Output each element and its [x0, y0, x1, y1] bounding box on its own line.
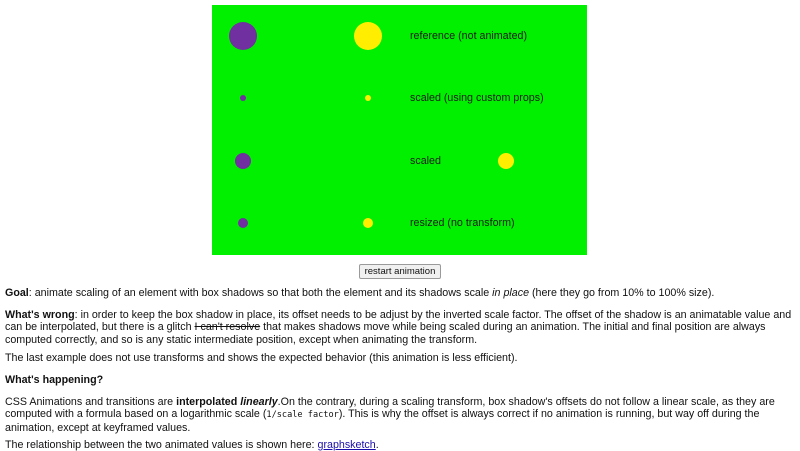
last-example-paragraph	[5, 352, 795, 364]
goal-italic: in place	[492, 287, 530, 299]
happening-text: CSS Animations and transitions are	[5, 396, 177, 408]
bold-interpolated: interpolated	[176, 396, 241, 408]
whats-happening-paragraph	[5, 396, 795, 434]
restart-animation-button[interactable]: restart animation	[359, 264, 442, 279]
bold-italic-linearly: linearly	[240, 396, 278, 408]
goal-text: : animate scaling of an element with box shadows so that both the element and its shadows scale	[28, 287, 493, 299]
goal-label: Goal	[5, 287, 29, 299]
graphsketch-link[interactable]: graphsketch	[317, 439, 376, 451]
whats-wrong-text: : in order to keep the box shadow in place, its offset needs to be adjust by the inverted scale factor. The offset of the shadow is an animatable value and can be interpolated, but there is a glitch	[5, 309, 792, 334]
goal-paragraph	[5, 287, 795, 299]
whats-wrong-paragraph	[5, 309, 795, 346]
whats-wrong-text-end: that makes shadows move while being scaled during an animation. The initial and final position are always computed correctly, and so is any static intermediate position, except when animating the transform.	[5, 321, 766, 346]
button-container	[0, 264, 800, 279]
purple-circle-reference	[229, 22, 257, 50]
heading-text: What's happening?	[5, 374, 104, 386]
happening-text-3: ). This is why the offset is always correct if no animation is running, but way off during the animation, except at keyframed values.	[5, 408, 760, 434]
row-label-reference: reference (not animated)	[410, 30, 528, 42]
yellow-circle-reference	[354, 22, 382, 50]
whats-wrong-label: What's wrong	[5, 309, 75, 321]
row-label-scaled: scaled	[410, 155, 441, 167]
yellow-circle-resized	[363, 218, 373, 228]
animation-stage	[212, 5, 587, 255]
row-label-custom-props: scaled (using custom props)	[410, 92, 544, 104]
yellow-circle-custom-props	[365, 95, 371, 101]
relationship-paragraph	[5, 439, 795, 451]
last-example-text: The last example does not use transforms and shows the expected behavior (this animation is less efficient).	[5, 352, 518, 364]
purple-circle-scaled	[235, 153, 251, 169]
relationship-end: .	[375, 439, 379, 451]
goal-text-end: (here they go from 10% to 100% size).	[529, 287, 715, 299]
purple-circle-custom-props	[240, 95, 246, 101]
whats-happening-heading	[5, 374, 795, 386]
row-label-resized: resized (no transform)	[410, 217, 515, 229]
yellow-circle-scaled	[498, 153, 514, 169]
purple-circle-resized	[238, 218, 248, 228]
relationship-text: The relationship between the two animated values is shown here:	[5, 439, 318, 451]
struck-text: I can't resolve	[194, 321, 261, 334]
happening-text-2: .On the contrary, during a scaling transform, box shadow's offsets do not follow a linear scale, as they are computed with a formula based on a logarithmic scale (	[5, 396, 775, 421]
code-scale-factor: 1/scale factor	[266, 410, 339, 421]
